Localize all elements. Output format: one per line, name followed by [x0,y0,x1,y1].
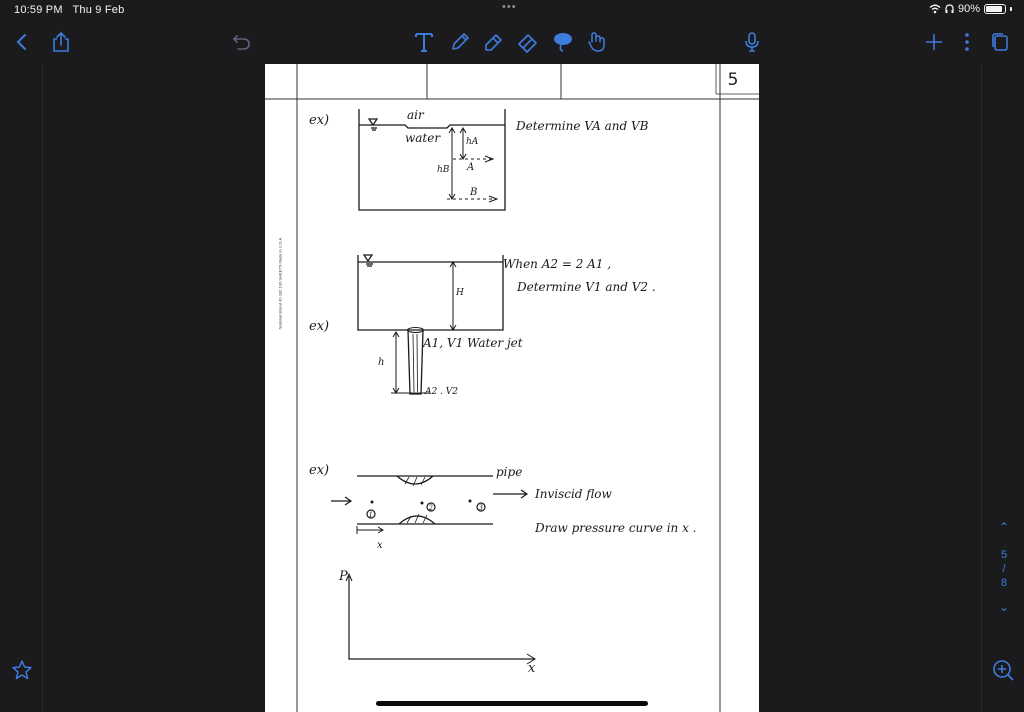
page-separator: / [1002,563,1006,575]
left-rail [0,64,43,712]
clock-time: 10:59 PM [14,4,63,16]
H-label: H [456,288,464,298]
ex2-marker: ex) [309,319,330,334]
pages-icon[interactable] [986,28,1014,56]
h-label: h [378,357,385,368]
pipe-label: pipe [496,465,523,479]
inflow-arrow [331,497,351,505]
example-2 [358,255,503,394]
water-surface-1 [359,125,505,128]
previous-page-button[interactable]: ⌃ [998,520,1010,534]
battery-level [986,6,1002,12]
battery-percent: 90% [957,3,980,15]
ex2-question: Determine V1 and V2 . [517,280,656,294]
point-A-label: A [467,162,475,173]
example-3 [331,476,535,664]
share-icon[interactable] [47,28,75,56]
point-3-label: 3 [478,504,483,512]
example-1 [359,109,505,210]
microphone-icon[interactable] [738,28,766,56]
point-B-label: B [470,187,478,198]
multitask-dots[interactable]: ••• [502,1,517,13]
x-direction-label: x [377,540,383,551]
water-jet [408,330,423,394]
toolbar [0,28,1024,60]
more-icon[interactable] [953,28,981,56]
outflow-arrow [493,490,527,498]
battery-icon [984,4,1006,14]
right-rail [981,64,1024,712]
wifi-icon [929,4,941,14]
ex1-question: Determine VA and VB [516,119,649,133]
ex3-question: Draw pressure curve in x . [535,521,697,535]
jet-label: A1, V1 Water jet [423,336,523,350]
back-icon[interactable] [8,28,36,56]
point-2-label: 2 [428,504,433,512]
tank-2 [358,255,503,330]
eraser-icon[interactable] [514,28,542,56]
free-surface-symbol [369,119,377,125]
notebook-page[interactable] [265,64,759,712]
hA-label: hA [466,137,479,147]
status-bar [0,0,1024,22]
ex2-condition: When A2 = 2 A1 , [503,257,612,271]
favorite-star-icon[interactable] [8,656,36,684]
laser-pointer-icon[interactable] [583,28,611,56]
ex3-marker: ex) [309,463,330,478]
handwriting-canvas [265,64,759,712]
notebook-spine-label [267,224,281,344]
pressure-axes [349,576,535,659]
clock-date: Thu 9 Feb [72,4,125,16]
text-tool-icon[interactable] [410,28,438,56]
pressure-axis-label: P [339,569,348,584]
lasso-icon[interactable] [549,28,577,56]
current-page-number: 5 [1000,549,1008,561]
page-number: 5 [727,70,739,90]
battery-tip [1010,7,1012,11]
air-label: air [407,108,424,122]
outlet-label: A2 . V2 [425,387,459,397]
undo-icon[interactable] [228,28,256,56]
home-indicator[interactable] [376,701,648,706]
pen-icon[interactable] [446,28,474,56]
point-1-label: 1 [368,511,373,519]
constriction-bottom [399,516,435,524]
status-time [14,4,124,16]
flow-label: Inviscid flow [535,487,612,501]
total-page-count: 8 [1000,577,1008,589]
water-label: water [405,131,441,145]
hB-label: hB [437,165,450,175]
next-page-button[interactable]: ⌄ [998,600,1010,614]
constriction-top [397,476,433,484]
page-navigator [994,520,1014,614]
zoom-in-icon[interactable] [989,656,1017,684]
spine-text: National Brand 42-182 100 SHEETS Made in U.S.A. [277,236,283,330]
x-axis-label: x [528,661,536,676]
headphones-icon [945,4,954,14]
status-indicators [929,3,1012,15]
ex1-marker: ex) [309,113,330,128]
highlighter-icon[interactable] [480,28,508,56]
add-page-icon[interactable] [920,28,948,56]
